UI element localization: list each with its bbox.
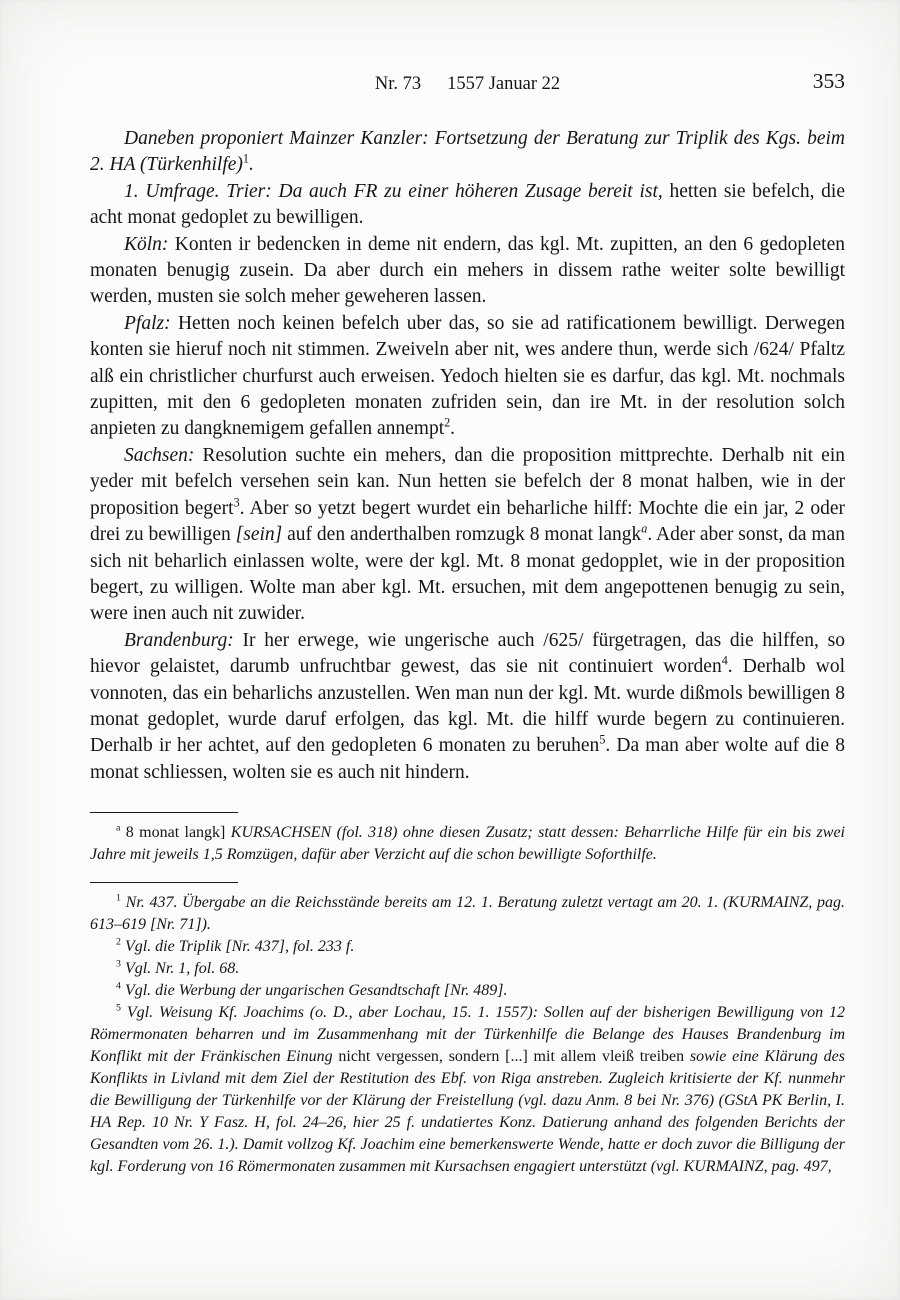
text-segment: Daneben proponiert Mainzer Kanzler: Fortsetzung der Beratung zur Triplik des Kgs. beim 2. HA (Türkenhilfe) <box>90 128 845 176</box>
footnote-marker: 3 <box>116 958 121 970</box>
text-segment: [sein] <box>235 524 283 546</box>
footnote <box>90 892 845 936</box>
footnote <box>90 958 845 980</box>
apparatus-separator <box>90 812 238 813</box>
text-segment: Sachsen: <box>124 444 203 466</box>
paragraph <box>90 179 845 232</box>
footnote <box>90 936 845 958</box>
apparatus-paragraph <box>90 822 845 866</box>
page-header <box>90 69 845 96</box>
footnote-marker: a <box>641 521 648 536</box>
footnote-marker: a <box>116 822 121 834</box>
text-segment: hetten sie befelch, die acht monat gedoplet zu bewilligen. <box>90 180 845 229</box>
footnote-marker: 1 <box>242 151 249 166</box>
paragraph <box>90 232 845 311</box>
page-number: 353 <box>812 69 845 93</box>
footnote-marker: 5 <box>599 732 606 747</box>
footnote <box>90 980 845 1002</box>
footnotes <box>90 892 845 1178</box>
doc-number: Nr. 73 <box>374 74 422 94</box>
text-segment: . Aber so yetzt begert wurdet ein beharliche hilff: Mochte die ein jar, 2 oder drei zu bewilligen <box>90 497 845 546</box>
paragraph <box>90 126 845 179</box>
footnote-marker: 1 <box>116 892 121 904</box>
apparatus-note <box>90 822 845 866</box>
paragraph <box>90 443 845 628</box>
text-segment: . Derhalb wol vonnoten, das ein beharlichs anzustellen. Wen man nun der kgl. Mt. wurde dißmols bewilligen 8 monat gedoplet, wurde daruf erfolgen, das kgl. Mt. die hilff wurde begern zu continuieren. Derhalb ir her achtet, auf den gedopleten 6 monaten zu beruhen <box>90 656 845 757</box>
text-segment: Konten ir bedencken in deme nit endern, das kgl. Mt. zupitten, an den 6 gedopleten monaten benugig zusein. Da aber durch ein mehers in dissem rathe weiter solte bewilligt werden, musten sie solch meher geweheren lassen. <box>90 233 845 308</box>
text-segment: KURSACHSEN (fol. 318) ohne diesen Zusatz; statt dessen: Beharrliche Hilfe für ein bis zwei Jahre mit jeweils 1,5 Romzügen, dafür aber Verzicht auf die schon bewilligte Soforthilfe. <box>90 824 845 864</box>
text-segment: Pfalz: <box>124 312 178 334</box>
text-segment: . <box>248 154 254 176</box>
text-segment: Vgl. die Werbung der ungarischen Gesandtschaft [Nr. 489]. <box>120 982 508 1000</box>
text-segment: Vgl. Nr. 1, fol. 68. <box>120 960 240 978</box>
text-segment: Brandenburg: <box>124 629 243 651</box>
text-segment: Vgl. die Triplik [Nr. 437], fol. 233 f. <box>120 938 355 956</box>
text-segment: Hetten noch keinen befelch uber das, so sie ad ratificationem bewilligt. Derwegen konten sie hieruf noch nit stimmen. Zweiveln aber nit, wes andere thun, werde sich /624/ Pfaltz alß ein christlicher churfurst auch erweisen. Yedoch hielten sie es darfur, das kgl. Mt. nochmals zupitten, mit den 6 gedopleten monaten zufriden sein, dan ire Mt. in der resolution solch anpieten zu dangknemigem gefallen annempt <box>90 312 845 440</box>
header-date: 1557 Januar 22 <box>447 74 561 94</box>
footnote-marker: 2 <box>444 415 451 430</box>
text-segment: 8 monat langk] <box>120 824 231 842</box>
text-segment: auf den anderthalben romzugk 8 monat langk <box>282 524 642 546</box>
footnote <box>90 1002 845 1178</box>
text-segment: 1. Umfrage. Trier: Da auch FR zu einer höheren Zusage bereit ist, <box>124 180 670 202</box>
text-segment: nicht vergessen, sondern [...] mit allem vleiß treiben <box>338 1048 690 1066</box>
text-segment: . Da man aber wolte auf die 8 monat schliessen, wolten sie es auch nit hindern. <box>90 735 845 783</box>
text-segment: . <box>450 418 456 440</box>
text-segment: Vgl. Weisung Kf. Joachims (o. D., aber Lochau, 15. 1. 1557): Sollen auf der bisherigen Bewilligung von 12 Römermonaten beharren und im Zusammenhang mit der Türkenhilfe die Belange des Hauses Brandenburg im Konflikt mit der Fränkischen Einung <box>90 1004 845 1066</box>
text-segment: . Ader aber sonst, da man sich nit beharlich einlassen wolte, were der kgl. Mt. 8 monat gedopplet, wie in der proposition begert, zu willigen. Wolte man aber kgl. Mt. ersuchen, mit dem angepottenen benugig zu sein, were inen auch nit zuwider. <box>90 524 845 625</box>
text-segment: Resolution suchte ein mehers, dan die proposition mittprechte. Derhalb nit ein yeder mit befelch versehen sein kan. Nun hetten sie befelch der 8 monat halben, wie in der proposition begert <box>90 444 845 519</box>
paragraph <box>90 628 845 786</box>
footnote-marker: 4 <box>116 980 121 992</box>
footnote-marker: 5 <box>116 1002 121 1014</box>
text-segment: sowie eine Klärung des Konflikts in Livland mit dem Ziel der Restitution des Ebf. von Riga anstreben. Zugleich kritisierte der Kf. nunmehr die Bewilligung der Türkenhilfe vor der Klärung der Freistellung (vgl. dazu Anm. 8 bei Nr. 376) (GStA PK Berlin, I. HA Rep. 10 Nr. Y Fasz. H, fol. 24–26, hier 25 f. undatiertes Konz. Datierung anhand des folgenden Berichts der Gesandten vom 26. 1.). Damit vollzog Kf. Joachim eine bemerkenswerte Wende, hatte er doch zuvor die Billigung der kgl. Forderung von 16 Römermonaten zusammen mit Kursachsen engagiert unterstützt (vgl. KURMAINZ, pag. 497, <box>90 1048 845 1176</box>
text-segment: Nr. 437. Übergabe an die Reichsstände bereits am 12. 1. Beratung zuletzt vertagt am 20. 1. (KURMAINZ, pag. 613–619 [Nr. 71]). <box>90 894 845 934</box>
footnote-separator <box>90 882 238 883</box>
footnote-marker: 2 <box>116 936 121 948</box>
text-segment: Köln: <box>124 233 175 255</box>
footnote-marker: 4 <box>721 653 728 668</box>
text-segment: Ir her erwege, wie ungerische auch /625/ fürgetragen, das die hilffen, so hievor gelaistet, darumb unfruchtbar gewest, das sie nit continuiert worden <box>90 629 845 678</box>
paragraph <box>90 311 845 443</box>
main-text <box>90 126 845 786</box>
footnote-marker: 3 <box>233 495 240 510</box>
